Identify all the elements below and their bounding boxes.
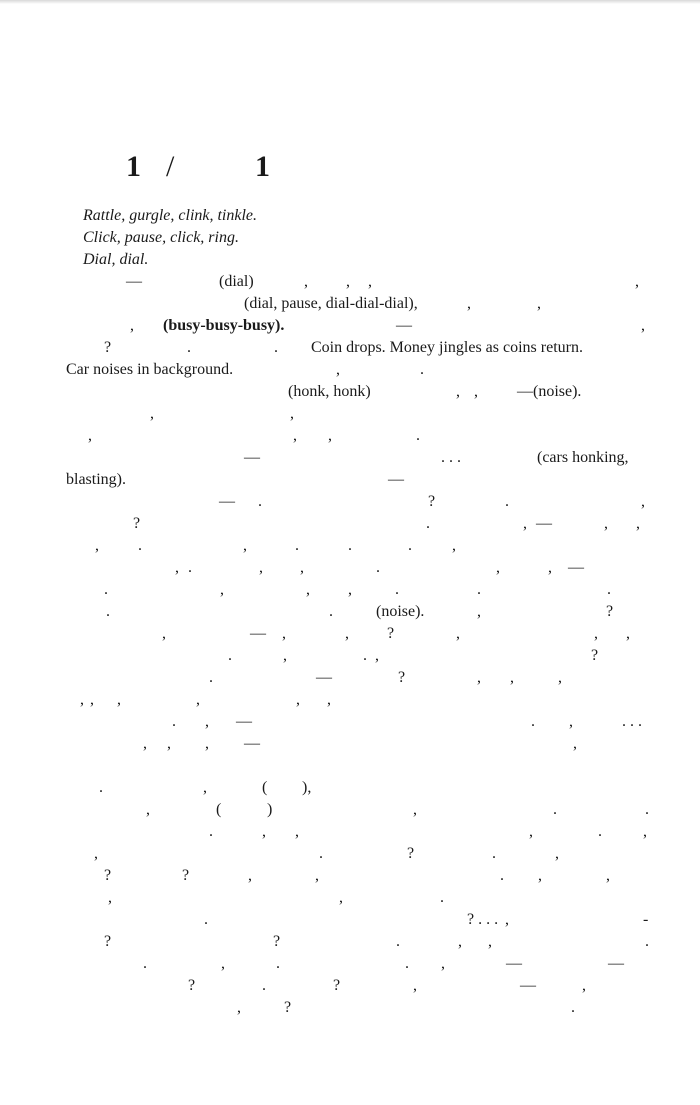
text-fragment: , [488,933,492,950]
text-fragment: , [108,889,112,906]
text-fragment: Rattle, gurgle, clink, tinkle. [83,207,258,224]
text-line [0,535,700,557]
text-fragment: , [175,559,179,576]
text-fragment: , [205,735,209,752]
text-line [0,425,700,447]
text-fragment: , [569,713,573,730]
text-fragment: . [172,713,176,730]
text-fragment: , [243,537,247,554]
text-fragment: — [244,735,260,752]
text-fragment: , [130,317,134,334]
text-fragment: — [316,669,332,686]
text-fragment: , [146,801,150,818]
text-fragment: , [467,295,471,312]
text-line [0,447,700,469]
text-fragment: , [300,559,304,576]
text-fragment: — [219,493,235,510]
text-fragment: , [523,515,527,532]
text-fragment: , [221,955,225,972]
text-fragment: , [237,999,241,1016]
text-line [0,843,700,865]
text-fragment: . [138,537,142,554]
text-fragment: , [203,779,207,796]
text-fragment: . [209,669,213,686]
text-fragment: — [236,713,252,730]
text-fragment: blasting). [66,471,126,488]
text-fragment: —(noise). [517,383,582,400]
text-fragment: , [529,823,533,840]
text-fragment: — [568,559,584,576]
text-line [0,865,700,887]
text-fragment: , [345,625,349,642]
chapter-separator: / [166,150,175,183]
text-fragment: ? [133,515,141,532]
text-fragment: , [456,625,460,642]
text-fragment: , [248,867,252,884]
text-fragment: , [90,691,94,708]
text-fragment: , [282,625,286,642]
text-fragment: ? [333,977,341,994]
text-fragment: . [408,537,412,554]
text-fragment: , [88,427,92,444]
text-fragment: . [329,603,333,620]
text-fragment: ? [591,647,599,664]
text-fragment: — [250,625,266,642]
text-fragment: , [496,559,500,576]
text-fragment: , [167,735,171,752]
text-fragment: ? . . . [467,911,499,928]
text-fragment: , [558,669,562,686]
text-fragment: , [196,691,200,708]
text-fragment: , [458,933,462,950]
text-fragment: , [375,647,379,664]
text-fragment: , [295,823,299,840]
text-fragment: . [645,801,649,818]
text-fragment: . [276,955,280,972]
text-fragment: . [405,955,409,972]
text-fragment: , [456,383,460,400]
text-fragment: ), [302,779,312,796]
text-fragment: ? [273,933,281,950]
text-line [0,777,700,799]
text-fragment: . [645,933,649,950]
text-fragment: (busy-busy-busy). [163,317,285,334]
text-fragment: (honk, honk) [288,383,371,400]
text-fragment: ? [104,339,112,356]
text-line [0,227,700,249]
text-fragment: , [346,273,350,290]
text-fragment: , [441,955,445,972]
text-line [0,997,700,1019]
text-fragment: . [607,581,611,598]
text-line [0,205,700,227]
text-line [0,953,700,975]
text-fragment: , [150,405,154,422]
text-fragment: , [510,669,514,686]
text-fragment: — [608,955,624,972]
text-line [0,513,700,535]
text-fragment: ? [606,603,614,620]
text-fragment: — [126,273,142,290]
text-line [0,381,700,403]
text-fragment: - [643,911,649,928]
text-fragment: , [452,537,456,554]
text-line [0,711,700,733]
text-line [0,579,700,601]
text-line [0,887,700,909]
text-line [0,755,700,777]
text-fragment: . [416,427,420,444]
text-line [0,469,700,491]
text-fragment: , [636,515,640,532]
text-fragment: , [548,559,552,576]
text-fragment: ? [387,625,395,642]
text-fragment: , [477,669,481,686]
text-fragment: . [104,581,108,598]
text-fragment: , [336,361,340,378]
text-fragment: , [537,295,541,312]
text-fragment: , [368,273,372,290]
text-fragment: , [348,581,352,598]
text-line [0,733,700,755]
text-fragment: (cars honking, [537,449,629,466]
text-fragment: Click, pause, click, ring. [83,229,239,246]
text-fragment: — [244,449,260,466]
text-fragment: . [319,845,323,862]
text-fragment: . [99,779,103,796]
text-fragment: — [396,317,412,334]
text-fragment: , [582,977,586,994]
text-fragment: , [259,559,263,576]
text-fragment: . [209,823,213,840]
text-fragment: , [573,735,577,752]
text-fragment: , [604,515,608,532]
text-fragment: , [328,427,332,444]
text-line [0,359,700,381]
text-fragment: , [296,691,300,708]
text-line [0,557,700,579]
text-line [0,799,700,821]
text-fragment: , [474,383,478,400]
text-fragment: . . . [622,713,642,730]
text-fragment: ? [104,933,112,950]
text-fragment: , [205,713,209,730]
text-fragment: . [363,647,367,664]
text-fragment: . [188,559,192,576]
text-fragment: , [538,867,542,884]
text-fragment: , [117,691,121,708]
text-fragment: — [520,977,536,994]
text-fragment: . [531,713,535,730]
text-fragment: ( [262,779,268,796]
text-fragment: . [571,999,575,1016]
text-fragment: ? [407,845,415,862]
text-line [0,337,700,359]
text-fragment: , [293,427,297,444]
chapter-number: 1 [126,150,141,183]
text-fragment: , [283,647,287,664]
text-fragment: , [220,581,224,598]
text-line [0,623,700,645]
text-fragment: . [274,339,278,356]
text-fragment: . [440,889,444,906]
text-fragment: , [641,317,645,334]
chapter-heading [0,152,700,186]
text-line [0,293,700,315]
text-line [0,645,700,667]
text-fragment: , [80,691,84,708]
text-fragment: , [290,405,294,422]
text-fragment: . [396,933,400,950]
text-fragment: , [635,273,639,290]
text-fragment: — [388,471,404,488]
text-fragment: . [348,537,352,554]
text-fragment: . [106,603,110,620]
text-fragment: ? [188,977,196,994]
text-fragment: , [626,625,630,642]
text-fragment: , [413,801,417,818]
text-line [0,601,700,623]
text-fragment: , [95,537,99,554]
text-fragment: . [500,867,504,884]
text-fragment: , [162,625,166,642]
text-line [0,689,700,711]
text-fragment: ( [216,801,222,818]
text-fragment: , [304,273,308,290]
text-fragment: , [262,823,266,840]
text-fragment: . [420,361,424,378]
text-line [0,403,700,425]
text-fragment: ? [284,999,292,1016]
text-fragment: ? [104,867,112,884]
text-fragment: . [143,955,147,972]
text-fragment: . [376,559,380,576]
text-fragment: . [492,845,496,862]
text-fragment: . [395,581,399,598]
text-line [0,909,700,931]
text-line [0,821,700,843]
text-fragment: . [187,339,191,356]
text-line [0,315,700,337]
text-fragment: ? [182,867,190,884]
text-fragment: Dial, dial. [83,251,149,268]
text-fragment: ? [398,669,406,686]
text-fragment: ) [267,801,273,818]
text-fragment: , [413,977,417,994]
text-line [0,975,700,997]
text-fragment: , [606,867,610,884]
text-fragment: , [505,911,509,928]
text-fragment: . [426,515,430,532]
text-fragment: (dial) [219,273,254,290]
text-fragment: . [553,801,557,818]
text-fragment: — [536,515,552,532]
text-fragment: (dial, pause, dial-dial-dial), [244,295,418,312]
text-fragment: Coin drops. Money jingles as coins return. [311,339,583,356]
text-fragment: . [598,823,602,840]
page-top-edge [0,0,700,4]
text-line [0,931,700,953]
text-fragment: , [327,691,331,708]
text-fragment: . . . [441,449,461,466]
text-line [0,667,700,689]
text-fragment: , [641,493,645,510]
text-fragment: — [506,955,522,972]
text-fragment: , [315,867,319,884]
text-fragment: (noise). [376,603,425,620]
text-fragment: , [94,845,98,862]
text-fragment: . [505,493,509,510]
text-fragment: , [339,889,343,906]
text-fragment: . [204,911,208,928]
text-fragment: . [262,977,266,994]
text-fragment: , [643,823,647,840]
text-fragment: . [477,581,481,598]
text-fragment: , [143,735,147,752]
text-fragment: Car noises in background. [66,361,234,378]
text-fragment: , [477,603,481,620]
text-fragment: . [228,647,232,664]
text-fragment: , [594,625,598,642]
text-line [0,249,700,271]
text-line [0,491,700,513]
text-fragment: . [295,537,299,554]
chapter-number-2: 1 [255,150,270,183]
text-fragment: . [258,493,262,510]
text-fragment: , [555,845,559,862]
text-line [0,271,700,293]
text-fragment: , [306,581,310,598]
text-fragment: ? [428,493,436,510]
